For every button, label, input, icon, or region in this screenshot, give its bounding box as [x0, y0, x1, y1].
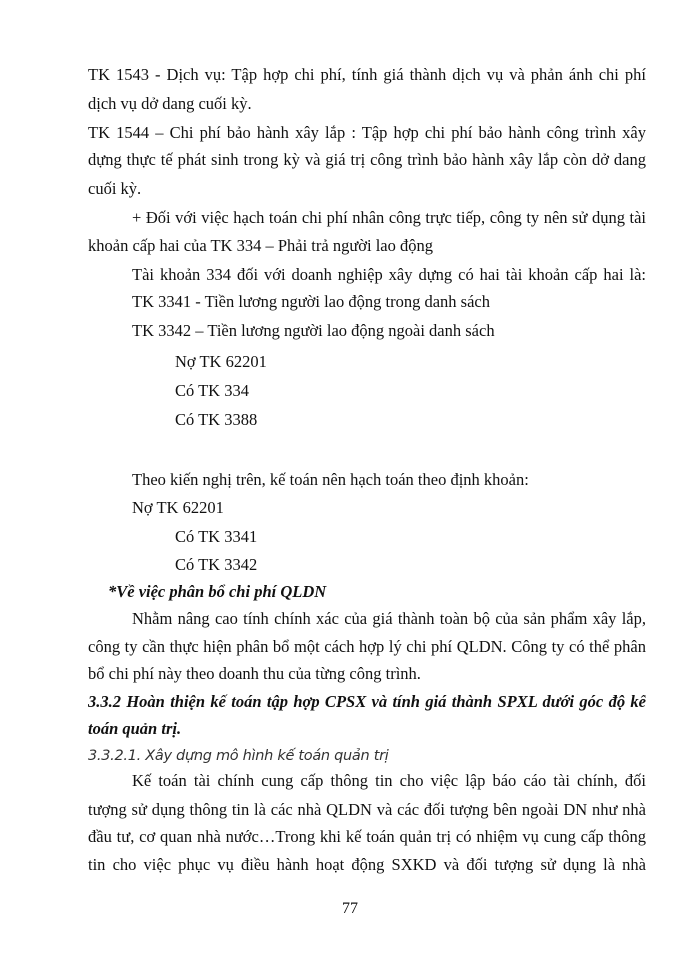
paragraph-line: TK 3342 – Tiền lương người lao động ngoài danh sách — [132, 321, 495, 340]
paragraph-line: đầu tư, cơ quan nhà nước…Trong khi kế toán quản trị có nhiệm vụ cung cấp thông — [88, 827, 646, 846]
subsection-heading: 3.3.2.1. Xây dựng mô hình kế toán quản trị — [88, 748, 389, 764]
journal-entry-line: Có TK 3342 — [175, 555, 258, 574]
paragraph-line: khoản cấp hai của TK 334 – Phải trả người lao động — [88, 236, 433, 255]
paragraph-line: Kế toán tài chính cung cấp thông tin cho việc lập báo cáo tài chính, đối — [132, 771, 646, 790]
paragraph-line: công ty cần thực hiện phân bổ một cách hợp lý chi phí QLDN. Công ty có thể phân — [88, 637, 646, 656]
journal-entry-line: Có TK 334 — [175, 381, 249, 400]
journal-entry-line: Nợ TK 62201 — [175, 352, 267, 371]
paragraph-line: tượng sử dụng thông tin là các nhà QLDN và các đối tượng bên ngoài DN như nhà — [88, 800, 646, 819]
paragraph-line: + Đối với việc hạch toán chi phí nhân công trực tiếp, công ty nên sử dụng tài — [132, 208, 646, 227]
paragraph-line: Tài khoản 334 đối với doanh nghiệp xây dựng có hai tài khoản cấp hai là: — [132, 265, 646, 284]
paragraph-line: TK 1544 – Chi phí bảo hành xây lắp : Tập hợp chi phí bảo hành công trình xây — [88, 123, 646, 142]
journal-entry-line: Nợ TK 62201 — [132, 498, 224, 517]
paragraph-line: TK 3341 - Tiền lương người lao động trong danh sách — [132, 292, 490, 311]
journal-entry-line: Có TK 3388 — [175, 410, 258, 429]
section-heading: 3.3.2 Hoàn thiện kế toán tập hợp CPSX và tính giá thành SPXL dưới góc độ kế — [88, 692, 646, 711]
paragraph-line: bổ chi phí này theo doanh thu của từng công trình. — [88, 664, 421, 683]
paragraph-line: dựng thực tế phát sinh trong kỳ và giá trị công trình bảo hành xây lắp còn dở dang — [88, 150, 646, 169]
page-number: 77 — [342, 900, 358, 917]
paragraph-line: tin cho việc phục vụ điều hành hoạt động SXKD và đối tượng sử dụng là nhà — [88, 855, 646, 874]
paragraph-line: cuối kỳ. — [88, 179, 142, 198]
subheading: *Về việc phân bổ chi phí QLDN — [108, 582, 327, 601]
paragraph-line: Theo kiến nghị trên, kế toán nên hạch toán theo định khoản: — [132, 470, 529, 489]
paragraph-line: dịch vụ dở dang cuối kỳ. — [88, 94, 252, 113]
paragraph-line: TK 1543 - Dịch vụ: Tập hợp chi phí, tính giá thành dịch vụ và phản ánh chi phí — [88, 65, 646, 84]
journal-entry-line: Có TK 3341 — [175, 527, 258, 546]
paragraph-line: Nhằm nâng cao tính chính xác của giá thành toàn bộ của sản phẩm xây lắp, — [132, 609, 646, 628]
section-heading: toán quản trị. — [88, 719, 182, 738]
